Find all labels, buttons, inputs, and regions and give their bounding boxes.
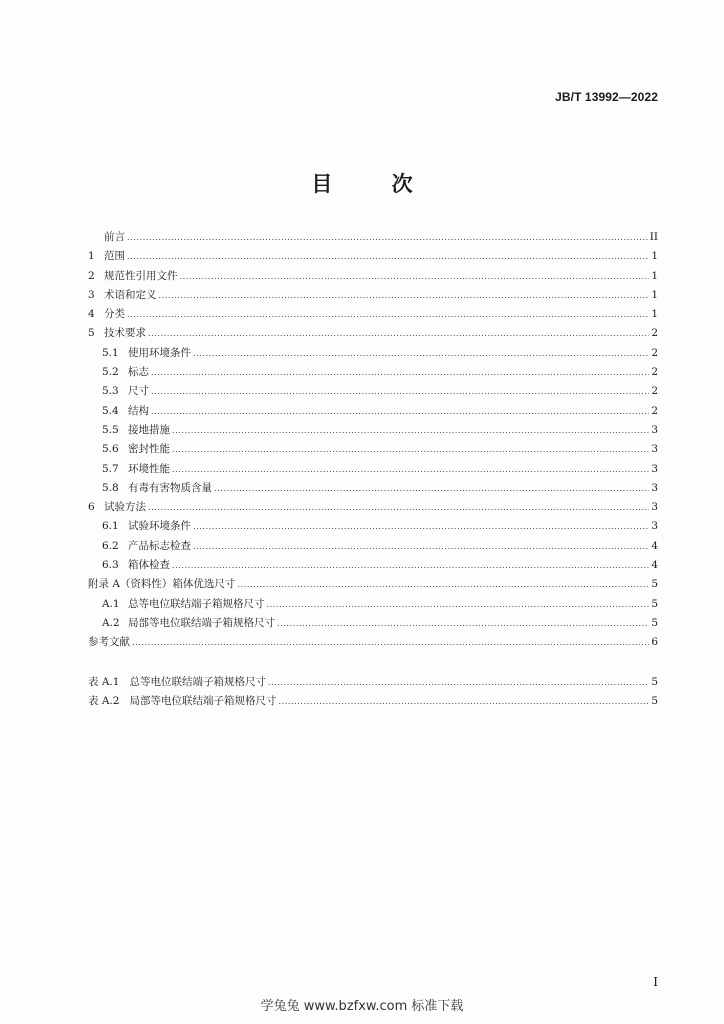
toc-entry-number: 5.4 xyxy=(102,404,119,417)
toc-entries xyxy=(88,228,658,653)
dot-leader xyxy=(180,267,650,286)
toc-entry-title: 范围 xyxy=(104,250,125,263)
dot-leader xyxy=(132,633,649,652)
toc-entry-page: II xyxy=(649,231,658,243)
toc-entry-title: 局部等电位联结端子箱规格尺寸 xyxy=(128,616,275,629)
toc-entry[interactable] xyxy=(88,537,658,556)
dot-leader xyxy=(151,363,649,382)
toc-entry[interactable] xyxy=(88,692,658,711)
toc-entry[interactable] xyxy=(88,479,658,498)
toc-entry-title: 标志 xyxy=(128,366,149,379)
toc-entry-number: 5.5 xyxy=(102,423,119,436)
dot-leader xyxy=(127,228,648,247)
toc-entry-title: 接地措施 xyxy=(128,423,170,436)
toc-entry-title: 尺寸 xyxy=(128,385,149,398)
toc-entry[interactable] xyxy=(88,363,658,382)
dot-leader xyxy=(193,537,649,556)
dot-leader xyxy=(268,673,649,692)
dot-leader xyxy=(172,421,649,440)
toc-entry-number: 表 A.2 xyxy=(88,694,120,707)
toc-entry[interactable] xyxy=(88,460,658,479)
dot-leader xyxy=(277,614,649,633)
toc-entry-page: 5 xyxy=(651,597,658,610)
dot-leader xyxy=(172,460,649,479)
toc-entry-page: 3 xyxy=(651,462,658,475)
toc-entry[interactable] xyxy=(88,556,658,575)
toc-entry-title: 总等电位联结端子箱规格尺寸 xyxy=(128,597,265,610)
toc-entry-number: 5.7 xyxy=(102,462,119,475)
toc-entry[interactable] xyxy=(88,575,658,594)
toc-entry[interactable] xyxy=(88,305,658,324)
table-list xyxy=(88,673,658,712)
toc-entry[interactable] xyxy=(88,324,658,343)
document-code: JB/T 13992—2022 xyxy=(555,90,658,104)
toc-gap xyxy=(88,653,658,673)
toc-entry[interactable] xyxy=(88,228,658,247)
toc-entry-title: 附录 A（资料性）箱体优选尺寸 xyxy=(88,578,236,591)
toc-entry-page: 5 xyxy=(651,578,658,591)
toc-entry[interactable] xyxy=(88,614,658,633)
toc-entry-number: 表 A.1 xyxy=(88,675,120,688)
toc-entry-title: 试验方法 xyxy=(104,501,146,514)
toc-entry-title: 技术要求 xyxy=(104,327,146,340)
toc-entry[interactable] xyxy=(88,402,658,421)
dot-leader xyxy=(127,305,649,324)
toc-entry[interactable] xyxy=(88,344,658,363)
toc-entry-number: A.1 xyxy=(102,597,120,610)
toc-entry-page: 5 xyxy=(651,694,658,707)
page-number: I xyxy=(653,975,658,989)
dot-leader xyxy=(172,440,649,459)
dot-leader xyxy=(151,402,649,421)
toc-entry[interactable] xyxy=(88,440,658,459)
dot-leader xyxy=(127,247,649,266)
toc-entry-number: 1 xyxy=(88,250,95,263)
table-of-contents xyxy=(88,228,658,711)
toc-entry[interactable] xyxy=(88,633,658,652)
toc-entry[interactable] xyxy=(88,673,658,692)
toc-entry-title: 术语和定义 xyxy=(104,288,157,301)
toc-entry-number: 5.8 xyxy=(102,481,119,494)
toc-entry-title: 密封性能 xyxy=(128,443,170,456)
dot-leader xyxy=(172,556,649,575)
dot-leader xyxy=(278,692,649,711)
toc-entry-title: 前言 xyxy=(104,231,125,243)
watermark: 学兔兔 www.bzfxw.com 标准下载 xyxy=(260,999,464,1014)
toc-entry-number: 6 xyxy=(88,501,95,514)
dot-leader xyxy=(148,498,649,517)
toc-entry-page: 2 xyxy=(651,385,658,398)
dot-leader xyxy=(267,595,650,614)
toc-entry-page: 3 xyxy=(651,423,658,436)
toc-entry-title: 分类 xyxy=(104,308,125,321)
toc-title: 目 次 xyxy=(311,171,439,196)
toc-entry-number: 2 xyxy=(88,269,95,282)
toc-entry[interactable] xyxy=(88,286,658,305)
toc-entry-page: 1 xyxy=(651,269,658,282)
toc-entry-page: 3 xyxy=(651,443,658,456)
toc-entry-number: 5.1 xyxy=(102,346,119,359)
toc-entry-number: 6.3 xyxy=(102,559,119,572)
toc-entry[interactable] xyxy=(88,595,658,614)
toc-entry[interactable] xyxy=(88,247,658,266)
toc-entry-number: A.2 xyxy=(102,616,120,629)
dot-leader xyxy=(193,517,649,536)
toc-entry-page: 2 xyxy=(651,404,658,417)
toc-entry[interactable] xyxy=(88,498,658,517)
toc-entry-page: 3 xyxy=(651,520,658,533)
toc-entry-title: 试验环境条件 xyxy=(128,520,191,533)
dot-leader xyxy=(237,575,649,594)
toc-entry-title: 环境性能 xyxy=(128,462,170,475)
toc-entry-page: 1 xyxy=(651,308,658,321)
toc-entry-number: 6.2 xyxy=(102,539,119,552)
toc-entry-number: 4 xyxy=(88,308,95,321)
toc-entry-page: 4 xyxy=(651,559,658,572)
toc-entry-title: 规范性引用文件 xyxy=(104,269,178,282)
toc-entry-number: 6.1 xyxy=(102,520,119,533)
toc-entry-number: 5.3 xyxy=(102,385,119,398)
toc-entry-page: 4 xyxy=(651,539,658,552)
toc-entry-title: 总等电位联结端子箱规格尺寸 xyxy=(129,675,266,688)
toc-entry-page: 1 xyxy=(651,288,658,301)
toc-entry-number: 3 xyxy=(88,288,95,301)
toc-entry-page: 6 xyxy=(651,636,658,649)
toc-entry-page: 3 xyxy=(651,481,658,494)
toc-entry-title: 产品标志检查 xyxy=(128,539,191,552)
toc-entry-page: 3 xyxy=(651,501,658,514)
toc-entry-page: 5 xyxy=(651,616,658,629)
toc-entry-number: 5 xyxy=(88,327,95,340)
toc-entry-page: 2 xyxy=(651,366,658,379)
dot-leader xyxy=(151,382,649,401)
toc-entry-page: 2 xyxy=(651,346,658,359)
toc-entry-number: 5.2 xyxy=(102,366,119,379)
toc-entry-title: 结构 xyxy=(128,404,149,417)
toc-entry-title: 参考文献 xyxy=(88,636,130,649)
toc-entry-title: 有毒有害物质含量 xyxy=(128,481,212,494)
toc-entry-page: 2 xyxy=(651,327,658,340)
toc-entry[interactable] xyxy=(88,421,658,440)
toc-entry[interactable] xyxy=(88,267,658,286)
dot-leader xyxy=(214,479,649,498)
toc-entry[interactable] xyxy=(88,382,658,401)
toc-entry-title: 箱体检查 xyxy=(128,559,170,572)
toc-entry[interactable] xyxy=(88,517,658,536)
toc-entry-title: 使用环境条件 xyxy=(128,346,191,359)
toc-entry-page: 1 xyxy=(651,250,658,263)
dot-leader xyxy=(148,324,649,343)
toc-entry-number: 5.6 xyxy=(102,443,119,456)
toc-entry-page: 5 xyxy=(651,675,658,688)
dot-leader xyxy=(159,286,650,305)
toc-entry-title: 局部等电位联结端子箱规格尺寸 xyxy=(129,694,277,707)
dot-leader xyxy=(193,344,649,363)
